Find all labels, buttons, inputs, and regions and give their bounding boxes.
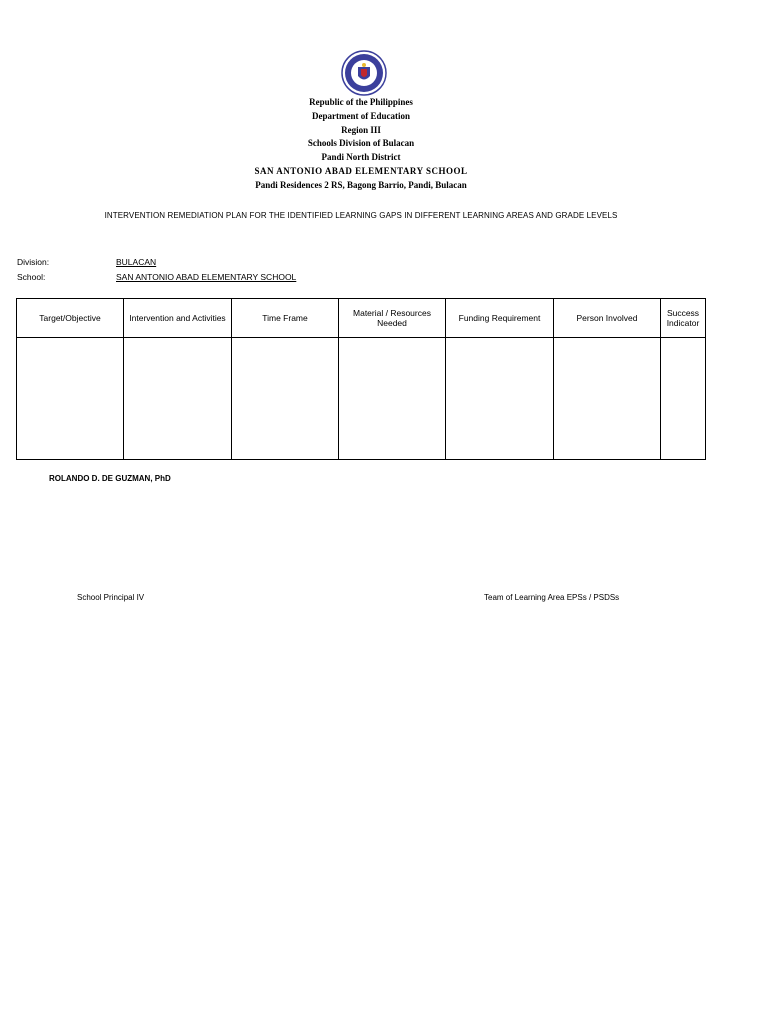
letterhead-republic: Republic of the Philippines	[309, 97, 413, 107]
signatory-role-team: Team of Learning Area EPSs / PSDSs	[484, 593, 620, 602]
column-header-material-resources: Material / Resources Needed	[339, 299, 446, 338]
letterhead-school: SAN ANTONIO ABAD ELEMENTARY SCHOOL	[254, 165, 468, 176]
column-header-target-objective: Target/Objective	[17, 299, 124, 338]
intervention-plan-table	[16, 298, 706, 460]
plan-title: INTERVENTION REMEDIATION PLAN FOR THE IDENTIFIED LEARNING GAPS IN DIFFERENT LEARNING AREAS AND GRADE LEVELS	[104, 211, 618, 220]
school-label: School:	[17, 272, 46, 282]
table-cell[interactable]	[661, 338, 706, 460]
column-header-time-frame: Time Frame	[232, 299, 339, 338]
deped-seal-icon	[341, 50, 387, 96]
letterhead-division: Schools Division of Bulacan	[307, 138, 415, 149]
table-cell[interactable]	[232, 338, 339, 460]
table-header-row	[17, 299, 706, 338]
letterhead-department: Department of Education	[312, 110, 410, 121]
division-value: BULACAN	[116, 257, 157, 267]
column-header-intervention-activities: Intervention and Activities	[124, 299, 232, 338]
letterhead-district: Pandi North District	[321, 152, 401, 163]
letterhead-region: Region III	[341, 124, 381, 135]
table-cell[interactable]	[446, 338, 554, 460]
table-cell[interactable]	[17, 338, 124, 460]
column-header-person-involved: Person Involved	[554, 299, 661, 338]
table-row	[17, 338, 706, 460]
signatory-name: ROLANDO D. DE GUZMAN, PhD	[49, 474, 171, 483]
letterhead	[0, 96, 722, 193]
column-header-success-indicator: Success Indicator	[661, 299, 706, 338]
signatory-role-principal: School Principal IV	[77, 593, 145, 602]
letterhead-address: Pandi Residences 2 RS, Bagong Barrio, Pandi, Bulacan	[255, 179, 467, 190]
division-label: Division:	[17, 257, 50, 267]
table-cell[interactable]	[124, 338, 232, 460]
school-value: SAN ANTONIO ABAD ELEMENTARY SCHOOL	[116, 272, 297, 282]
table-cell[interactable]	[339, 338, 446, 460]
column-header-funding-requirement: Funding Requirement	[446, 299, 554, 338]
table-cell[interactable]	[554, 338, 661, 460]
